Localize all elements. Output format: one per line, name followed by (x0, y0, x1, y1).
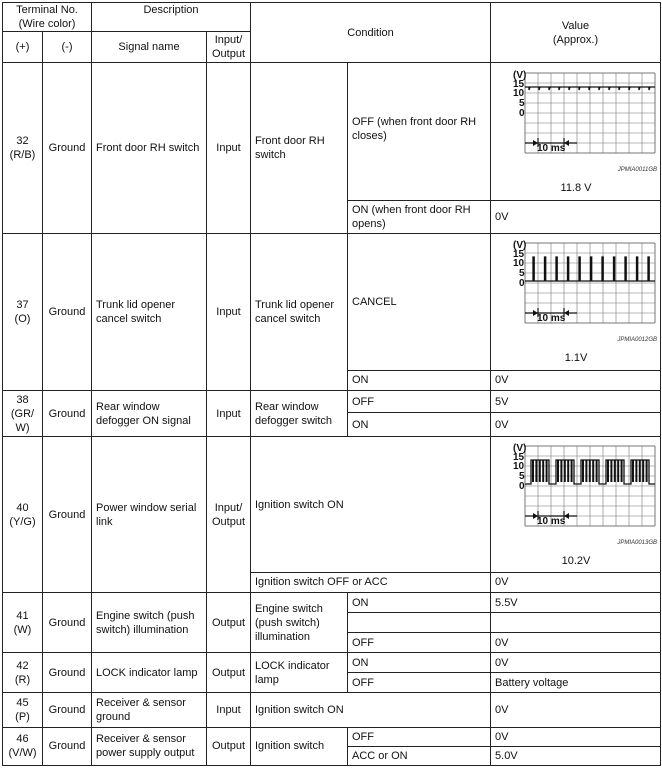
scope-tick-10: 10 (513, 258, 525, 270)
figure-code: JPMIA0011GB (617, 166, 658, 173)
wire-color: (P) (15, 711, 30, 724)
signal-name-cell: LOCK indicator lamp (92, 653, 207, 693)
wire-color: (GR/ W) (10, 407, 35, 434)
value-text: 10.2V (561, 554, 591, 567)
burst-pulse (535, 460, 537, 482)
terminal-number: 40 (16, 501, 29, 514)
scope-grid (525, 73, 655, 153)
waveform-svg (495, 239, 657, 331)
sub-condition-cell: ON (348, 370, 491, 390)
scope-unit-label: (V) (513, 240, 527, 252)
table-row (3, 63, 661, 201)
terminal-cell (3, 727, 43, 765)
burst-pulse (546, 460, 548, 482)
wire-color: (V/W) (8, 747, 37, 760)
burst-pulse (564, 460, 566, 482)
sub-condition-cell: ON (348, 413, 491, 437)
scope-time-label: 10 ms (537, 313, 566, 325)
burst-pulse (571, 460, 573, 482)
scope-tick-10: 10 (513, 460, 525, 472)
burst-pulse (532, 460, 534, 482)
waveform-trace (525, 257, 655, 281)
sub-condition-cell: ON (when front door RH opens) (348, 201, 491, 234)
condition-cell: Engine switch (push switch) illumination (251, 593, 348, 653)
wire-color: (O) (14, 313, 31, 326)
sub-condition-cell: OFF (348, 673, 491, 693)
empty-cell (491, 613, 661, 633)
io-cell: Input (207, 693, 251, 727)
table-row (3, 727, 661, 746)
plus-header: (+) (3, 32, 43, 63)
terminal-no-label: Terminal No. (16, 4, 78, 17)
burst-pulse (592, 460, 594, 482)
sub-condition-cell: OFF (348, 727, 491, 746)
sub-condition-cell: OFF (when front door RH closes) (348, 63, 491, 201)
table-row (3, 234, 661, 371)
waveform-svg (495, 69, 657, 161)
value-cell: 0V (491, 370, 661, 390)
ground-cell: Ground (43, 63, 92, 234)
terminal-cell (3, 63, 43, 234)
sub-condition-cell: OFF (348, 390, 491, 412)
terminal-number: 37 (16, 299, 29, 312)
value-cell (491, 437, 661, 573)
io-cell: Output (207, 727, 251, 765)
scope-tick-5: 5 (519, 268, 525, 280)
burst-pulse (539, 460, 541, 482)
burst-pulse (607, 460, 609, 482)
figure-code: JPMIA0012GB (617, 337, 658, 344)
burst-pulse (582, 460, 584, 482)
io-cell: Output (207, 653, 251, 693)
scope-tick-15: 15 (513, 249, 525, 261)
condition-cell: Ignition switch ON (251, 437, 491, 573)
value-cell: 0V (491, 693, 661, 727)
burst-pulse (557, 460, 559, 482)
wire-color: (W) (13, 623, 32, 636)
oscilloscope-waveform (495, 442, 657, 568)
scope-time-label: 10 ms (537, 142, 566, 154)
sub-condition-cell: ON (348, 593, 491, 613)
burst-pulse (646, 460, 648, 482)
value-cell: 0V (491, 727, 661, 746)
burst-pulse (642, 460, 644, 482)
terminal-cell (3, 653, 43, 693)
ground-cell: Ground (43, 693, 92, 727)
terminal-cell (3, 437, 43, 593)
scope-time-label: 10 ms (537, 515, 566, 527)
signal-name-cell: Receiver & sensor power supply output (92, 727, 207, 765)
condition-cell: Ignition switch (251, 727, 348, 765)
table-row (3, 693, 661, 727)
table-row (3, 653, 661, 673)
oscilloscope-waveform (495, 239, 657, 365)
burst-pulse (589, 460, 591, 482)
signal-name-cell: Rear window defogger ON signal (92, 390, 207, 436)
sub-condition-cell: ON (348, 653, 491, 673)
value-cell: 5.5V (491, 593, 661, 613)
condition-cell: Trunk lid opener cancel switch (251, 234, 348, 391)
scope-grid (525, 243, 655, 323)
signal-name-cell: Receiver & sensor ground (92, 693, 207, 727)
terminal-number: 38 (16, 393, 29, 406)
burst-pulse (610, 460, 612, 482)
scope-tick-15: 15 (513, 78, 525, 90)
figure-code: JPMIA0013GB (617, 539, 658, 546)
condition-header: Condition (251, 3, 491, 63)
value-text: 11.8 V (560, 181, 592, 194)
value-text: 1.1V (564, 352, 588, 365)
scope-unit-label: (V) (513, 442, 527, 454)
io-header: Input/ Output (207, 32, 251, 63)
terminal-number: 46 (16, 733, 29, 746)
ground-cell: Ground (43, 390, 92, 436)
burst-pulse (542, 460, 544, 482)
table-row (3, 390, 661, 412)
sub-condition-cell: ACC or ON (348, 746, 491, 765)
description-header: Description (92, 3, 251, 32)
scope-tick-0: 0 (519, 480, 525, 492)
ground-cell: Ground (43, 653, 92, 693)
ground-cell: Ground (43, 234, 92, 391)
scope-unit-label: (V) (513, 69, 527, 81)
waveform-svg (495, 442, 657, 534)
scope-tick-5: 5 (519, 470, 525, 482)
table-row (3, 437, 661, 573)
value-cell: 0V (491, 413, 661, 437)
value-cell (491, 63, 661, 201)
terminal-cell (3, 693, 43, 727)
value-header (491, 3, 661, 63)
condition-cell: Rear window defogger switch (251, 390, 348, 436)
value-cell: 0V (491, 201, 661, 234)
burst-pulse (635, 460, 637, 482)
sub-condition-cell: OFF (348, 633, 491, 653)
io-cell: Input/ Output (207, 437, 251, 593)
io-cell: Output (207, 593, 251, 653)
signal-name-header: Signal name (92, 32, 207, 63)
io-cell: Input (207, 234, 251, 391)
value-cell: 0V (491, 653, 661, 673)
condition-cell: Ignition switch ON (251, 693, 491, 727)
signal-name-cell: Front door RH switch (92, 63, 207, 234)
ground-cell: Ground (43, 437, 92, 593)
wire-color: (Y/G) (9, 515, 36, 528)
value-cell (491, 234, 661, 371)
value-cell: Battery voltage (491, 673, 661, 693)
burst-pulse (621, 460, 623, 482)
scope-tick-0: 0 (519, 107, 525, 119)
scope-tick-15: 15 (513, 451, 525, 463)
wire-color: (R/B) (9, 149, 36, 162)
terminal-cell (3, 234, 43, 391)
minus-header: (-) (43, 32, 92, 63)
scope-tick-10: 10 (513, 87, 525, 99)
value-label: Value (561, 19, 590, 32)
scope-grid (525, 446, 655, 526)
io-cell: Input (207, 63, 251, 234)
approx-label: (Approx.) (552, 33, 599, 46)
signal-name-cell: Engine switch (push switch) illumination (92, 593, 207, 653)
scope-tick-5: 5 (519, 97, 525, 109)
scope-tick-0: 0 (519, 278, 525, 290)
burst-pulse (567, 460, 569, 482)
burst-pulse (632, 460, 634, 482)
value-cell: 5.0V (491, 746, 661, 765)
burst-pulse (614, 460, 616, 482)
burst-pulse (596, 460, 598, 482)
signal-name-cell: Trunk lid opener cancel switch (92, 234, 207, 391)
waveform-trace (525, 460, 655, 484)
burst-pulse (639, 460, 641, 482)
wire-color-label: (Wire color) (18, 18, 76, 31)
terminal-number: 45 (16, 697, 29, 710)
terminal-number: 42 (16, 659, 29, 672)
oscilloscope-waveform (495, 69, 657, 195)
sub-condition-cell: CANCEL (348, 234, 491, 371)
condition-cell: LOCK indicator lamp (251, 653, 348, 693)
io-cell: Input (207, 390, 251, 436)
terminal-table (2, 2, 661, 766)
burst-pulse (560, 460, 562, 482)
wire-color: (R) (14, 673, 31, 686)
terminal-cell (3, 593, 43, 653)
terminal-number: 32 (16, 135, 29, 148)
ground-cell: Ground (43, 593, 92, 653)
condition-cell: Ignition switch OFF or ACC (251, 572, 491, 592)
ground-cell: Ground (43, 727, 92, 765)
burst-pulse (617, 460, 619, 482)
terminal-number: 41 (16, 609, 29, 622)
value-cell: 5V (491, 390, 661, 412)
terminal-cell (3, 390, 43, 436)
terminal-header (3, 3, 92, 32)
condition-cell: Front door RH switch (251, 63, 348, 234)
value-cell: 0V (491, 572, 661, 592)
value-cell: 0V (491, 633, 661, 653)
signal-name-cell: Power window serial link (92, 437, 207, 593)
table-row (3, 593, 661, 613)
empty-cell (348, 613, 491, 633)
burst-pulse (585, 460, 587, 482)
